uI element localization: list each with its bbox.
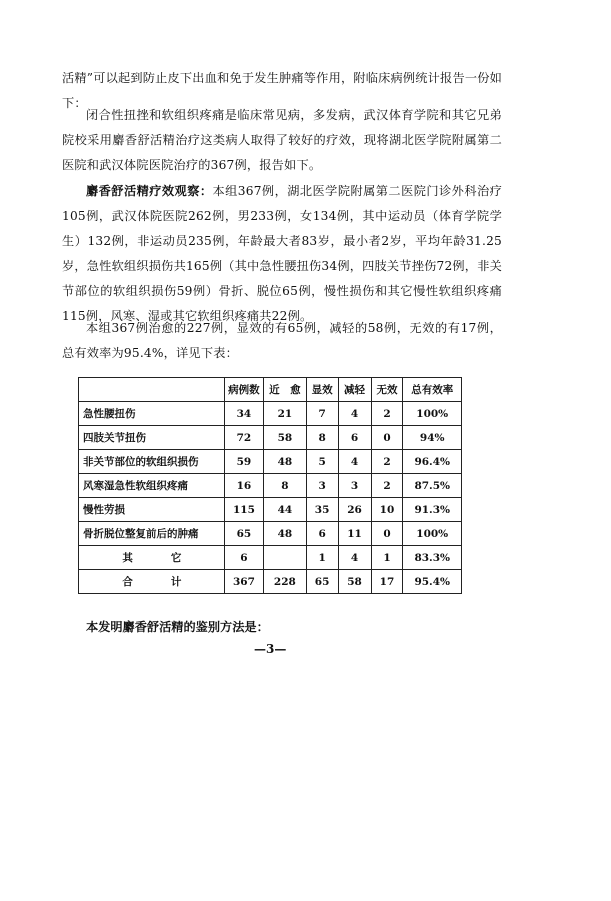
table-cell: 83.3% — [403, 546, 462, 570]
header-cell — [79, 378, 225, 402]
row-label: 合计 — [79, 570, 225, 594]
results-table — [78, 377, 462, 594]
table-cell: 7 — [306, 402, 338, 426]
table-cell: 115 — [224, 498, 263, 522]
table-cell: 96.4% — [403, 450, 462, 474]
table-cell: 21 — [264, 402, 307, 426]
row-label: 急性腰扭伤 — [79, 402, 225, 426]
paragraph-background: 闭合性扭挫和软组织疼痛是临床常见病，多发病，武汉体育学院和其它兄弟院校采用麝香舒活精治疗这类病人取得了较好的疗效，现将湖北医学院附属第二医院和武汉体院医院治疗的367例，报告如下。 — [62, 108, 502, 172]
row-label: 风寒湿急性软组织疼痛 — [79, 474, 225, 498]
table-cell: 34 — [224, 402, 263, 426]
table-row — [79, 450, 462, 474]
row-label: 四肢关节扭伤 — [79, 426, 225, 450]
header-cell: 减轻 — [338, 378, 371, 402]
table-cell: 59 — [224, 450, 263, 474]
table-cell: 16 — [224, 474, 263, 498]
table-cell: 100% — [403, 522, 462, 546]
table-cell — [264, 546, 307, 570]
header-cell: 总有效率 — [403, 378, 462, 402]
table-cell: 2 — [371, 450, 403, 474]
row-label: 其它 — [79, 546, 225, 570]
table-row — [79, 498, 462, 522]
table-cell: 95.4% — [403, 570, 462, 594]
table-cell: 367 — [224, 570, 263, 594]
paragraph-intro: 活精”可以起到防止皮下出血和免于发生肿痛等作用，附临床病例统计报告一份如下： — [62, 71, 502, 110]
table-cell: 87.5% — [403, 474, 462, 498]
table-total-row — [79, 570, 462, 594]
table-cell: 4 — [338, 546, 371, 570]
header-cell: 显效 — [306, 378, 338, 402]
table-cell: 58 — [338, 570, 371, 594]
table-cell: 0 — [371, 522, 403, 546]
table-cell: 2 — [371, 402, 403, 426]
table-row — [79, 522, 462, 546]
header-cell: 无效 — [371, 378, 403, 402]
table-cell: 4 — [338, 450, 371, 474]
table-cell: 3 — [306, 474, 338, 498]
row-label: 慢性劳损 — [79, 498, 225, 522]
table-cell: 58 — [264, 426, 307, 450]
table-cell: 48 — [264, 522, 307, 546]
table-cell: 72 — [224, 426, 263, 450]
table-cell: 11 — [338, 522, 371, 546]
method-heading: 本发明麝香舒活精的鉴别方法是： — [86, 620, 269, 634]
table-cell: 2 — [371, 474, 403, 498]
table-cell: 228 — [264, 570, 307, 594]
table-cell: 48 — [264, 450, 307, 474]
table-cell: 6 — [224, 546, 263, 570]
table-cell: 65 — [306, 570, 338, 594]
paragraph-observation — [62, 179, 502, 329]
paragraph-results: 本组367例治愈的227例，显效的有65例，减轻的58例，无效的有17例，总有效率为95.4%，详见下表： — [62, 321, 502, 360]
table-cell: 8 — [306, 426, 338, 450]
table-header-row — [79, 378, 462, 402]
table-cell: 1 — [371, 546, 403, 570]
table-cell: 26 — [338, 498, 371, 522]
table-cell: 44 — [264, 498, 307, 522]
table-cell: 91.3% — [403, 498, 462, 522]
table-cell: 4 — [338, 402, 371, 426]
table-cell: 65 — [224, 522, 263, 546]
table-row — [79, 474, 462, 498]
table-row — [79, 546, 462, 570]
table-cell: 0 — [371, 426, 403, 450]
row-label: 非关节部位的软组织损伤 — [79, 450, 225, 474]
header-cell: 病例数 — [224, 378, 263, 402]
page-number: —3— — [254, 642, 287, 656]
row-label: 骨折脱位整复前后的肿痛 — [79, 522, 225, 546]
header-cell: 近 愈 — [264, 378, 307, 402]
observation-heading: 麝香舒活精疗效观察： — [86, 184, 213, 198]
table-cell: 5 — [306, 450, 338, 474]
table-cell: 6 — [338, 426, 371, 450]
table-row — [79, 426, 462, 450]
table-cell: 1 — [306, 546, 338, 570]
table-cell: 35 — [306, 498, 338, 522]
table-cell: 94% — [403, 426, 462, 450]
table-cell: 17 — [371, 570, 403, 594]
table-row — [79, 402, 462, 426]
table-cell: 8 — [264, 474, 307, 498]
table-cell: 3 — [338, 474, 371, 498]
table-cell: 100% — [403, 402, 462, 426]
table-cell: 6 — [306, 522, 338, 546]
observation-body: 本组367例，湖北医学院附属第二医院门诊外科治疗105例，武汉体院医院262例，男233例，女134例，其中运动员（体育学院学生）132例，非运动员235例，年龄最大者83岁，最小者2岁，平均年龄31.25岁，急性软组织损伤共165例（其中急性腰扭伤34例，四肢关节挫伤72例，非关节部位的软组织损伤59例）骨折、脱位65例，慢性损伤和其它慢性软组织疼痛115例，风寒、湿或其它软组织疼痛共22例。 — [62, 184, 503, 323]
table-cell: 10 — [371, 498, 403, 522]
